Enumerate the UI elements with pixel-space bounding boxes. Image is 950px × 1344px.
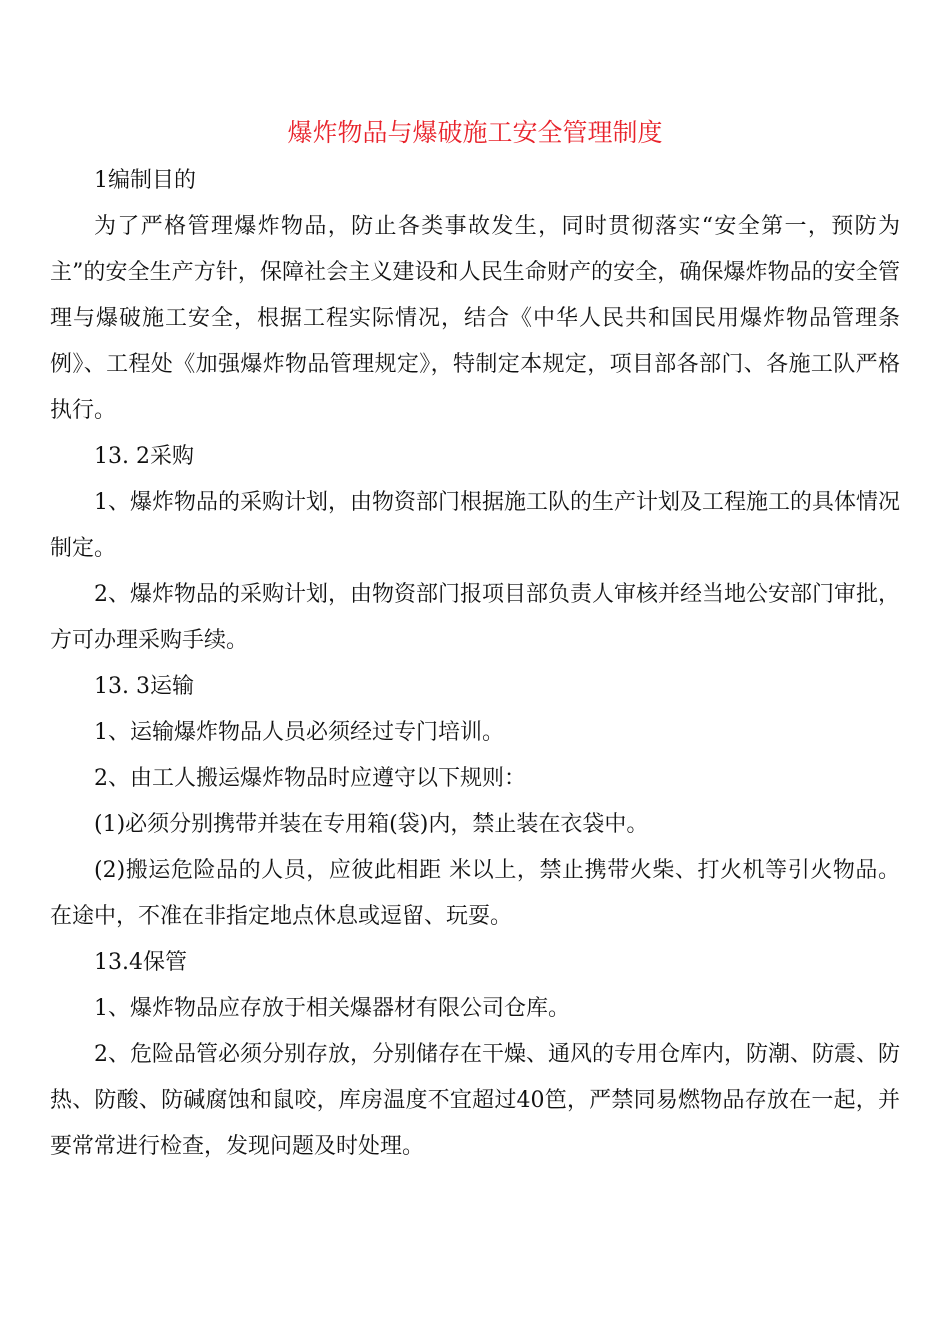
paragraph-transport-2: 2、由工人搬运爆炸物品时应遵守以下规则：: [94, 766, 526, 791]
paragraph-transport-1: 1、运输爆炸物品人员必须经过专门培训。: [94, 720, 504, 745]
section-heading-transport: 13. 3运输: [94, 674, 194, 699]
paragraph-purpose: 为了严格管理爆炸物品，防止各类事故发生，同时贯彻落实“安全第一，预防为主”的安全生产方针，保障社会主义建设和人民生命财产的安全，确保爆炸物品的安全管理与爆破施工安全，根据工程实际情况，结合《中华人民共和国民用爆炸物品管理条例》、工程处《加强爆炸物品管理规定》，特制定本规定，项目部各部门、各施工队严格执行。: [50, 214, 900, 423]
document-title: 爆炸物品与爆破施工安全管理制度: [287, 118, 663, 147]
section-heading-purchase: 13. 2采购: [94, 444, 194, 469]
paragraph-purchase-1: 1、爆炸物品的采购计划，由物资部门根据施工队的生产计划及工程施工的具体情况制定。: [50, 490, 900, 561]
paragraph-storage-1: 1、爆炸物品应存放于相关爆器材有限公司仓库。: [94, 996, 570, 1021]
section-heading-storage: 13.4保管: [94, 950, 187, 975]
section-heading-purpose: 1编制目的: [94, 168, 196, 193]
paragraph-transport-rule-2: (2)搬运危险品的人员，应彼此相距 米以上，禁止携带火柴、打火机等引火物品。在途中，不准在非指定地点休息或逗留、玩耍。: [50, 858, 900, 929]
document-body: [50, 158, 900, 1170]
paragraph-storage-2: 2、危险品管必须分别存放，分别储存在干燥、通风的专用仓库内，防潮、防震、防热、防酸、防碱腐蚀和鼠咬，库房温度不宜超过40笆，严禁同易燃物品存放在一起，并要常常进行检查，发现问题及时处理。: [50, 1042, 900, 1159]
paragraph-transport-rule-1: (1)必须分别携带并装在专用箱(袋)内，禁止装在衣袋中。: [94, 812, 649, 837]
paragraph-purchase-2: 2、爆炸物品的采购计划，由物资部门报项目部负责人审核并经当地公安部门审批，方可办理采购手续。: [50, 582, 900, 653]
